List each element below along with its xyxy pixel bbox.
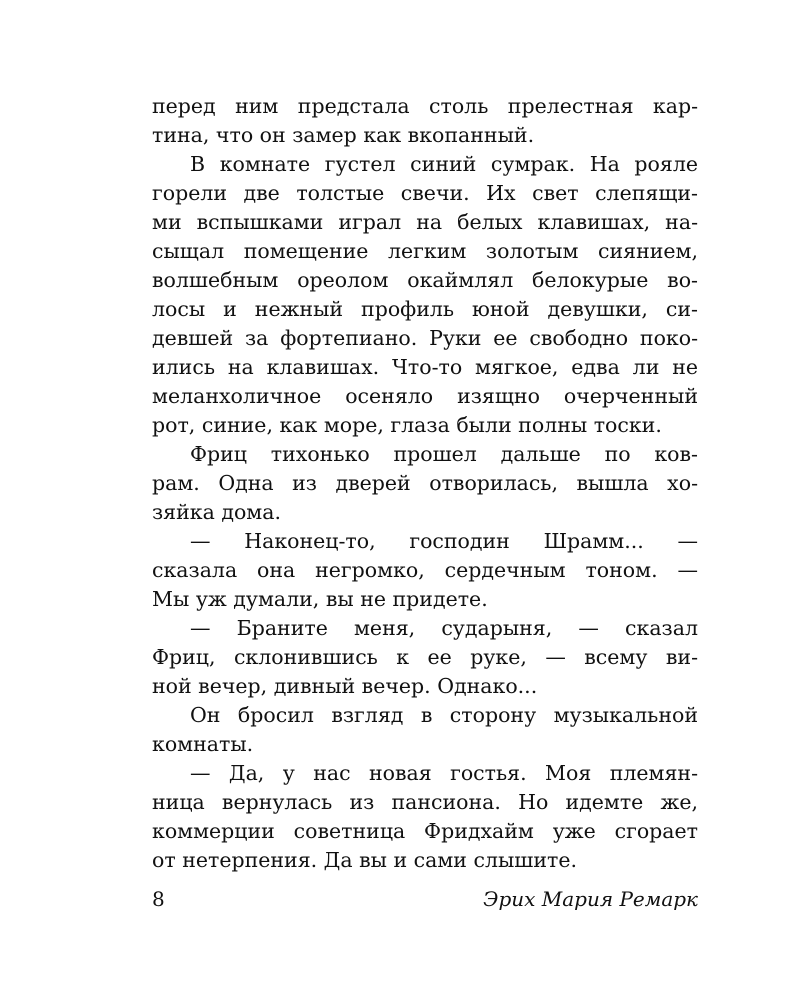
text-line: Он бросил взгляд в сторону музыкальной [190, 703, 698, 727]
page-footer [152, 884, 698, 914]
page-number: 8 [152, 887, 165, 911]
text-line: Фриц тихонько прошел дальше по ков- [190, 442, 698, 466]
running-head-author: Эрих Мария Ремарк [483, 887, 698, 911]
text-line: Фриц, склонившись к ее руке, — всему ви- [152, 645, 698, 669]
text-line: меланхоличное осеняло изящно очерченный [152, 384, 698, 408]
text-line: рам. Одна из дверей отворилась, вышла хо- [152, 471, 698, 495]
text-line: от нетерпения. Да вы и сами слышите. [152, 848, 577, 872]
text-line: ной вечер, дивный вечер. Однако... [152, 674, 538, 698]
text-line: ница вернулась из пансиона. Но идемте же, [152, 790, 698, 814]
text-line: лосы и нежный профиль юной девушки, си- [152, 297, 698, 321]
text-line: ились на клавишах. Что-то мягкое, едва ли не [152, 355, 698, 379]
text-line: тина, что он замер как вкопанный. [152, 123, 535, 147]
text-line: девшей за фортепиано. Руки ее свободно поко- [152, 326, 698, 350]
text-line: комнаты. [152, 732, 254, 756]
text-line: сыщал помещение легким золотым сиянием, [152, 239, 698, 263]
book-page-text [152, 92, 698, 875]
text-line: перед ним предстала столь прелестная кар- [152, 94, 698, 118]
text-line: коммерции советница Фридхайм уже сгорает [152, 819, 698, 843]
text-line: — Да, у нас новая гостья. Моя племян- [190, 761, 698, 785]
text-line: В комнате густел синий сумрак. На рояле [190, 152, 698, 176]
text-line: зяйка дома. [152, 500, 281, 524]
text-line: волшебным ореолом окаймлял белокурые во- [152, 268, 698, 292]
text-line: — Браните меня, сударыня, — сказал [190, 616, 698, 640]
text-line: горели две толстые свечи. Их свет слепящи- [152, 181, 698, 205]
text-line: рот, синие, как море, глаза были полны тоски. [152, 413, 662, 437]
text-line: ми вспышками играл на белых клавишах, на- [152, 210, 698, 234]
text-line: сказала она негромко, сердечным тоном. — [152, 558, 698, 582]
text-line: — Наконец-то, господин Шрамм... — [190, 529, 698, 553]
text-line: Мы уж думали, вы не придете. [152, 587, 488, 611]
